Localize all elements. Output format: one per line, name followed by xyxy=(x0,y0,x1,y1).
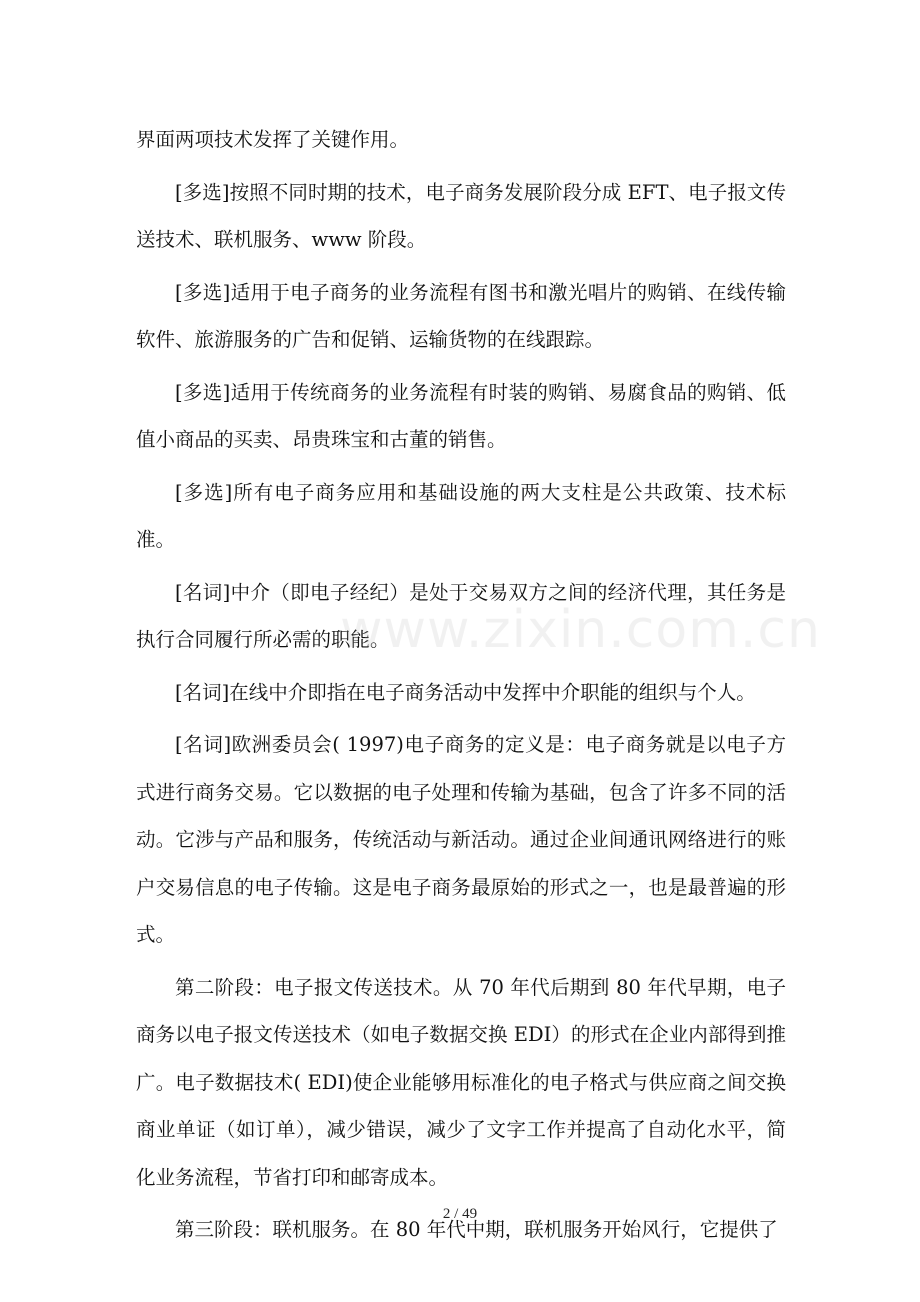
paragraph: [多选]按照不同时期的技术，电子商务发展阶段分成 EFT、电子报文传送技术、联机服务、www 阶段。 xyxy=(136,180,786,251)
paragraph: 第三阶段：联机服务。在 80 年代中期，联机服务开始风行，它提供了 xyxy=(175,1218,778,1241)
paragraph: [多选]适用于传统商务的业务流程有时装的购销、易腐食品的购销、低值小商品的买卖、昂贵珠宝和古董的销售。 xyxy=(136,380,786,451)
page-body xyxy=(136,116,786,1254)
page-number: 2 / 49 xyxy=(442,1206,478,1222)
paragraph: [多选]所有电子商务应用和基础设施的两大支柱是公共政策、技术标准。 xyxy=(136,480,786,551)
watermark: www.zixin.com.cn xyxy=(340,600,821,660)
paragraph: [名词]中介（即电子经纪）是处于交易双方之间的经济代理，其任务是执行合同履行所必需的职能。 xyxy=(136,580,786,651)
paragraph: 第二阶段：电子报文传送技术。从 70 年代后期到 80 年代早期，电子商务以电子报文传送技术（如电子数据交换 EDI）的形式在企业内部得到推广。电子数据技术( EDI)使企业能够用标准化的电子格式与供应商之间交换商业单证（如订单），减少错误，减少了文字工作并提高了自动化水平，简化业务流程，节省打印和邮寄成本。 xyxy=(136,975,786,1189)
paragraph: [名词]欧洲委员会( 1997)电子商务的定义是：电子商务就是以电子方式进行商务交易。它以数据的电子处理和传输为基础，包含了许多不同的活动。它涉与产品和服务，传统活动与新活动。通过企业间通讯网络进行的账户交易信息的电子传输。这是电子商务最原始的形式之一，也是最普遍的形式。 xyxy=(136,733,786,946)
paragraph: 界面两项技术发挥了关键作用。 xyxy=(136,128,410,151)
paragraph: [名词]在线中介即指在电子商务活动中发挥中介职能的组织与个人。 xyxy=(175,680,756,704)
paragraph: [多选]适用于电子商务的业务流程有图书和激光唱片的购销、在线传输软件、旅游服务的广告和促销、运输货物的在线跟踪。 xyxy=(136,280,786,351)
